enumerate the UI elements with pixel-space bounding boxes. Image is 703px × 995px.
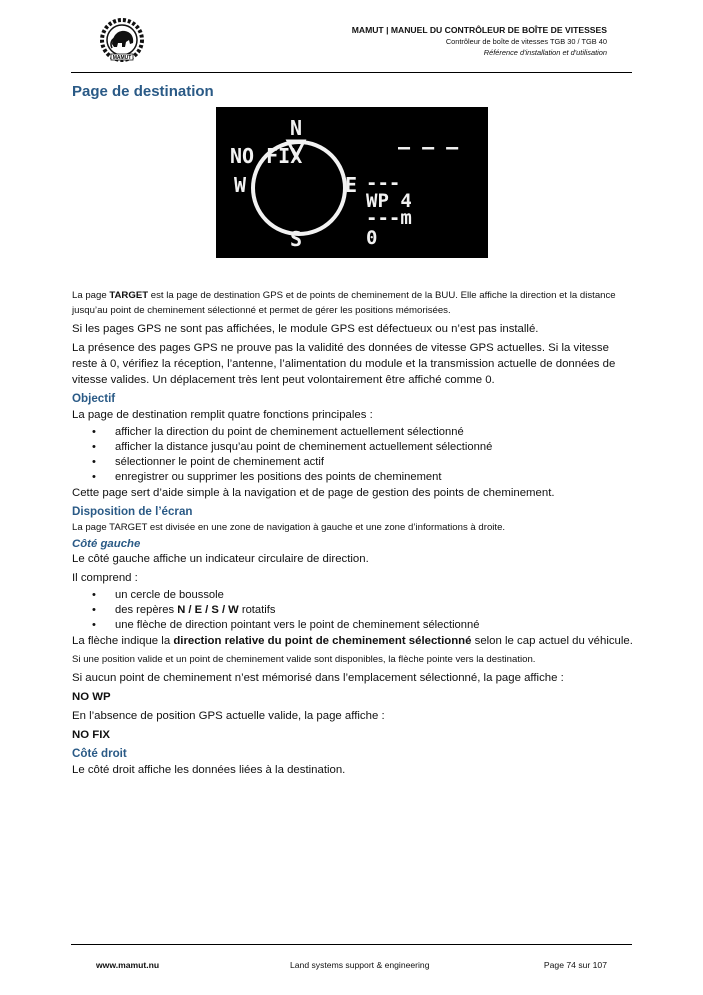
header-title: MAMUT | MANUEL DU CONTRÔLEUR DE BOÎTE DE VITESSES	[351, 25, 607, 35]
no-wp-label: NO WP	[72, 691, 111, 703]
header-subsubtitle: Référence d'installation et d'utilisation	[483, 48, 607, 57]
list-item: • afficher la direction du point de cheminement actuellement sélectionné	[115, 425, 634, 440]
speed-readout: 0	[366, 227, 378, 249]
header-rule	[71, 72, 632, 73]
list-item: • une flèche de direction pointant vers le point de cheminement sélectionné	[115, 618, 634, 633]
heading-cote-droit: Côté droit	[72, 747, 127, 760]
left-list	[72, 588, 634, 633]
list-item: • afficher la distance jusqu’au point de cheminement actuellement sélectionné	[115, 440, 634, 455]
svg-text:MAMUT: MAMUT	[112, 55, 132, 61]
footer-rule	[71, 944, 632, 945]
heading-disposition: Disposition de l’écran	[72, 505, 193, 518]
no-fix-paragraph: En l’absence de position GPS actuelle valide, la page affiche :	[72, 710, 385, 722]
footer-website: www.mamut.nu	[96, 960, 160, 970]
left-paragraph-1: Le côté gauche affiche un indicateur circulaire de direction.	[72, 553, 369, 565]
heading-objectif: Objectif	[72, 392, 116, 405]
waypoint-label: WP 4	[366, 190, 412, 212]
footer-page-number: Page 74 sur 107	[543, 960, 607, 970]
page-title: Page de destination	[72, 83, 214, 100]
objectif-list	[72, 425, 634, 485]
intro-paragraph-3: La présence des pages GPS ne prouve pas la validité des données de vitesse GPS actuelles. Si la vitesse reste à 0, vérifiez la réception, l’antenne, l’alimentation du module et la transmission actuelle de données de vitesse valides. Un déplacement très lent peut volontairement être affiché comme 0.	[72, 342, 616, 386]
valid-paragraph: Si une position valide et un point de cheminement valide sont disponibles, la flèche pointe vers la destination.	[72, 654, 536, 665]
compass-n: N	[289, 116, 303, 140]
list-item: • des repères N / E / S / W rotatifs	[115, 603, 634, 618]
intro-paragraph-1: La page TARGET est la page de destination GPS et de points de cheminement de la BUU. Elle affiche la direction et la distance jusqu’au point de cheminement sélectionné et permet de gérer les positions mémorisées.	[72, 290, 616, 316]
distance-readout: ---m	[366, 207, 412, 229]
target-screen-photo	[216, 107, 488, 258]
header-subtitle: Contrôleur de boîte de vitesses TGB 30 / TGB 40	[445, 37, 607, 46]
arrow-paragraph: La flèche indique la direction relative du point de cheminement sélectionné selon le cap actuel du véhicule.	[72, 635, 633, 647]
objectif-lead: La page de destination remplit quatre fonctions principales :	[72, 409, 373, 421]
mamut-logo	[95, 16, 149, 64]
screen-line1: ---	[366, 172, 401, 194]
compass-w: W	[234, 173, 247, 197]
list-item: • sélectionner le point de cheminement actif	[115, 455, 634, 470]
status-no-fix: NO FIX	[230, 144, 303, 168]
list-item: • un cercle de boussole	[115, 588, 634, 603]
compass-s: S	[289, 227, 303, 251]
list-item: • enregistrer ou supprimer les positions des points de cheminement	[115, 470, 634, 485]
disposition-lead: La page TARGET est divisée en une zone de navigation à gauche et une zone d’informations à droite.	[72, 522, 506, 533]
compass-e: E	[345, 173, 358, 197]
left-paragraph-2: Il comprend :	[72, 572, 138, 584]
page-header	[352, 25, 607, 58]
objectif-closing: Cette page sert d’aide simple à la navigation et de page de gestion des points de cheminement.	[72, 487, 555, 499]
main-content	[72, 288, 634, 778]
no-fix-label: NO FIX	[72, 729, 110, 741]
intro-paragraph-2: Si les pages GPS ne sont pas affichées, le module GPS est défectueux ou n’est pas installé.	[72, 323, 539, 335]
right-paragraph-1: Le côté droit affiche les données liées à la destination.	[72, 764, 346, 776]
screen-dashes: — — —	[398, 135, 459, 159]
no-wp-paragraph: Si aucun point de cheminement n’est mémorisé dans l’emplacement sélectionné, la page affiche :	[72, 672, 564, 684]
heading-cote-gauche: Côté gauche	[72, 538, 141, 550]
footer-tagline: Land systems support & engineering	[290, 960, 430, 970]
